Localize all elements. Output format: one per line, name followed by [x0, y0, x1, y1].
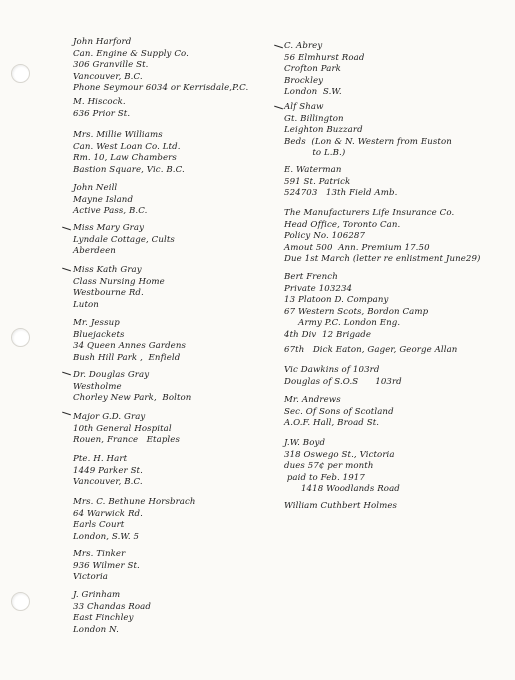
address-line: J. Grinham	[73, 590, 121, 600]
address-line: Due 1st March (letter re enlistment June29)	[284, 254, 481, 264]
address-line: Can. Engine & Supply Co.	[73, 48, 189, 59]
address-line: J.W. Boyd	[284, 438, 326, 448]
address-line: 13 Platoon D. Company	[284, 295, 389, 305]
address-line: 67 Western Scots, Bordon Camp	[284, 306, 429, 317]
address-line: Dr. Douglas Gray	[73, 370, 150, 380]
address-line: Phone Seymour 6034 or Kerrisdale,P.C.	[73, 83, 249, 93]
address-line: Beds (Lon & N. Western from Euston	[284, 136, 452, 147]
address-line: John Harford	[73, 37, 132, 47]
address-entry	[284, 272, 428, 341]
address-line: London S.W.	[284, 87, 342, 97]
address-line: 936 Wilmer St.	[73, 560, 140, 571]
address-line: Policy No. 106287	[284, 231, 366, 241]
address-line: Luton	[73, 299, 99, 310]
address-line: Douglas of S.O.S 103rd	[284, 376, 402, 387]
address-line: Can. West Loan Co. Ltd.	[73, 141, 181, 152]
address-line: Miss Kath Gray	[73, 265, 142, 275]
address-entry	[73, 318, 186, 364]
address-line: Vancouver, B.C.	[73, 71, 143, 82]
address-entry	[284, 501, 397, 513]
address-line: Westbourne Rd.	[73, 288, 144, 298]
address-line: Bastion Square, Vic. B.C.	[73, 164, 185, 175]
address-line: Mrs. Millie Williams	[73, 130, 163, 140]
address-line: A.O.F. Hall, Broad St.	[284, 418, 380, 428]
address-line: Lyndale Cottage, Cults	[73, 234, 175, 245]
address-line: paid to Feb. 1917	[284, 472, 365, 483]
address-line: Bluejackets	[73, 329, 125, 340]
address-line: Miss Mary Gray	[73, 223, 145, 233]
address-line: Major G.D. Gray	[73, 412, 146, 422]
address-line: Vancouver, B.C.	[73, 477, 143, 487]
address-line: Head Office, Toronto Can.	[284, 219, 401, 230]
address-line: Rouen, France Etaples	[73, 435, 180, 445]
check-mark	[274, 106, 283, 110]
address-line: dues 57¢ per month	[284, 461, 374, 471]
address-entry	[73, 590, 151, 636]
address-line: East Finchley	[73, 613, 134, 623]
address-entry	[73, 130, 185, 176]
address-line: John Neill	[73, 183, 118, 193]
address-line: 64 Warwick Rd.	[73, 508, 143, 519]
address-entry	[73, 265, 165, 311]
address-entry	[73, 454, 143, 489]
address-line: Amout 500 Ann. Premium 17.50	[284, 242, 430, 253]
address-line: Sec. Of Sons of Scotland	[284, 406, 394, 417]
address-line: London N.	[73, 624, 119, 635]
address-entry	[73, 223, 175, 258]
check-mark	[62, 268, 71, 272]
address-line: Mr. Jessup	[73, 318, 120, 328]
address-entry	[284, 365, 402, 388]
address-line: Chorley New Park, Bolton	[73, 393, 192, 403]
address-entry	[284, 395, 394, 430]
address-line: to L.B.)	[284, 148, 346, 158]
address-line: 636 Prior St.	[73, 108, 131, 119]
address-line: Bert French	[284, 272, 338, 282]
address-entry	[73, 497, 196, 543]
address-line: Mr. Andrews	[284, 395, 341, 405]
address-line: Victoria	[73, 572, 109, 582]
address-entry	[73, 370, 191, 405]
address-line: 306 Granville St.	[73, 60, 149, 70]
address-entry	[73, 412, 180, 447]
punch-hole-bottom	[11, 592, 30, 611]
punch-hole-middle	[11, 328, 30, 347]
address-entry	[73, 37, 248, 95]
address-line: Bush Hill Park , Enfield	[73, 352, 181, 363]
address-line: 591 St. Patrick	[284, 176, 351, 187]
address-line: The Manufacturers Life Insurance Co.	[284, 208, 455, 218]
address-line: 34 Queen Annes Gardens	[73, 341, 187, 351]
punch-hole-top	[11, 64, 30, 83]
address-line: William Cuthbert Holmes	[284, 501, 398, 511]
address-line: Army P.C. London Eng.	[284, 318, 401, 328]
address-line: 67th Dick Eaton, Gager, George Allan	[284, 345, 458, 355]
address-entry	[73, 97, 130, 120]
check-mark	[62, 227, 71, 231]
address-entry	[284, 41, 364, 99]
address-line: 33 Chandas Road	[73, 601, 151, 612]
address-line: 524703 13th Field Amb.	[284, 188, 398, 198]
address-entry	[284, 345, 457, 357]
check-mark	[62, 412, 71, 416]
address-line: Active Pass, B.C.	[73, 206, 148, 216]
address-line: Gt. Billington	[284, 113, 344, 124]
address-line: Westholme	[73, 381, 122, 392]
address-line: C. Abrey	[284, 41, 323, 51]
address-line: London, S.W. 5	[73, 531, 140, 542]
address-line: Private 103234	[284, 283, 353, 294]
address-line: Mrs. Tinker	[73, 549, 126, 559]
address-line: Aberdeen	[73, 246, 116, 256]
address-line: 10th General Hospital	[73, 423, 172, 434]
address-line: Rm. 10, Law Chambers	[73, 153, 177, 163]
address-line: 1449 Parker St.	[73, 465, 143, 476]
address-line: E. Waterman	[284, 165, 342, 175]
address-entry	[73, 549, 140, 584]
address-line: M. Hiscock.	[73, 97, 126, 107]
address-line: Earls Court	[73, 520, 125, 530]
address-line: Brockley	[284, 75, 324, 86]
address-entry	[284, 438, 400, 496]
address-line: Mrs. C. Bethune Horsbrach	[73, 497, 196, 507]
address-line: Pte. H. Hart	[73, 454, 128, 464]
check-mark	[62, 372, 71, 376]
address-entry	[284, 208, 480, 266]
address-line: 318 Oswego St., Victoria	[284, 449, 395, 460]
address-line: 56 Elmhurst Road	[284, 52, 365, 63]
address-entry	[284, 102, 452, 160]
address-line: 4th Div 12 Brigade	[284, 329, 372, 340]
address-line: 1418 Woodlands Road	[284, 484, 400, 494]
address-entry	[284, 165, 397, 200]
address-entry	[73, 183, 147, 218]
check-mark	[274, 45, 283, 49]
address-line: Crofton Park	[284, 64, 341, 74]
address-line: Vic Dawkins of 103rd	[284, 365, 380, 375]
address-line: Class Nursing Home	[73, 276, 165, 287]
address-line: Alf Shaw	[284, 102, 324, 112]
address-line: Mayne Island	[73, 194, 134, 205]
address-line: Leighton Buzzard	[284, 125, 363, 135]
